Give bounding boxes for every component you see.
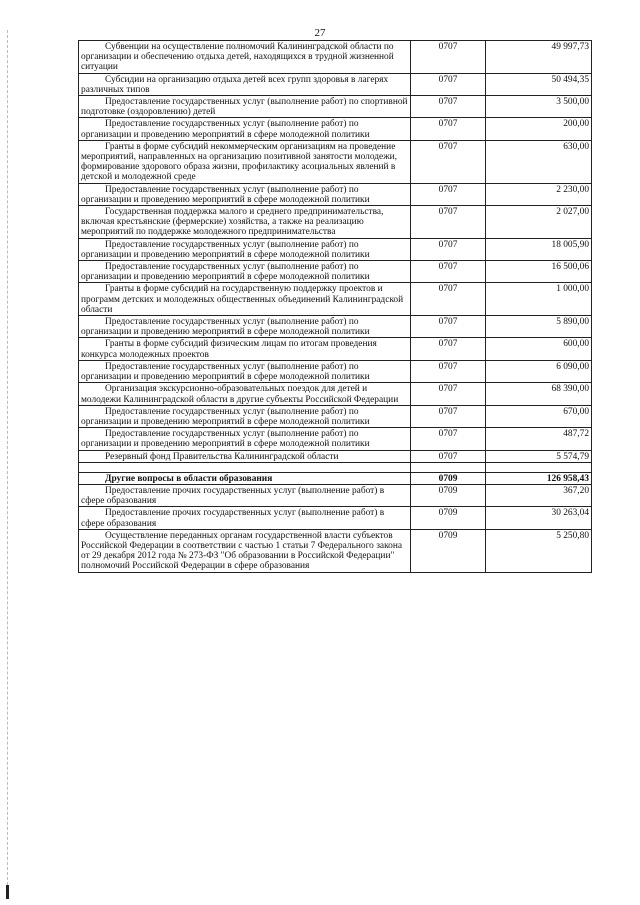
row-description-text: Предоставление государственных услуг (выполнение работ) по организации и проведению мероприятий в сфере молодежной политики bbox=[81, 317, 370, 338]
row-description-text: Организация экскурсионно-образовательных поездок для детей и молодежи Калининградской области в другие субъекты Российской Федерации bbox=[81, 384, 399, 405]
row-description bbox=[79, 338, 411, 360]
row-description-text: Осуществление переданных органам государственной власти субъектов Российской Федерации в соответствии с частью 1 статьи 7 Федерального закона от 29 декабря 2012 года № 273-ФЗ "Об образовании в Российской Федерации" полномочий Российской Федерации в сфере образования bbox=[81, 530, 403, 572]
row-section-code: 0709 bbox=[411, 507, 486, 529]
row-description bbox=[79, 140, 411, 183]
table-row bbox=[79, 140, 592, 183]
row-description-text: Предоставление государственных услуг (выполнение работ) по организации и проведению мероприятий в сфере молодежной политики bbox=[81, 184, 370, 205]
table-row bbox=[79, 450, 592, 462]
row-amount: 5 250,80 bbox=[486, 529, 592, 572]
table-row bbox=[79, 238, 592, 260]
row-description bbox=[79, 405, 411, 427]
table-row bbox=[79, 360, 592, 382]
row-amount: 126 958,43 bbox=[486, 472, 592, 484]
row-amount: 2 230,00 bbox=[486, 183, 592, 205]
row-section-code: 0707 bbox=[411, 118, 486, 140]
row-description bbox=[79, 472, 411, 484]
row-amount: 670,00 bbox=[486, 405, 592, 427]
row-section-code: 0707 bbox=[411, 41, 486, 74]
row-description-text: Гранты в форме субсидий некоммерческим организациям на проведение мероприятий, направленных на организацию позитивной занятости молодежи, формирование здорового образа жизни, профилактику асоциальных явлений в детской и молодежной среде bbox=[81, 141, 398, 183]
row-amount: 49 997,73 bbox=[486, 41, 592, 74]
row-section-code: 0707 bbox=[411, 73, 486, 95]
row-amount: 30 263,04 bbox=[486, 507, 592, 529]
table-row bbox=[79, 405, 592, 427]
row-description-text: Гранты в форме субсидий на государственную поддержку проектов и программ детских и молодежных общественных объединений Калининградской области bbox=[81, 284, 404, 315]
row-description-text: Предоставление государственных услуг (выполнение работ) по организации и проведению мероприятий в сфере молодежной политики bbox=[81, 239, 370, 260]
row-amount: 5 890,00 bbox=[486, 316, 592, 338]
row-description bbox=[79, 360, 411, 382]
table-row bbox=[79, 283, 592, 316]
row-description-text: Субсидии на организацию отдыха детей всех групп здоровья в лагерях различных типов bbox=[81, 74, 389, 95]
row-description-text: Гранты в форме субсидий физическим лицам по итогам проведения конкурса молодежных проектов bbox=[81, 339, 377, 360]
row-description bbox=[79, 261, 411, 283]
table-row bbox=[79, 96, 592, 118]
spacer-cell bbox=[411, 462, 486, 472]
row-section-code: 0707 bbox=[411, 183, 486, 205]
row-amount: 2 027,00 bbox=[486, 206, 592, 239]
row-description bbox=[79, 450, 411, 462]
binding-marks bbox=[7, 30, 10, 890]
row-description bbox=[79, 118, 411, 140]
row-amount: 50 494,35 bbox=[486, 73, 592, 95]
row-description-text: Резервный фонд Правительства Калининградской области bbox=[105, 451, 339, 462]
row-section-code: 0707 bbox=[411, 405, 486, 427]
row-description-text: Предоставление государственных услуг (выполнение работ) по организации и проведению мероприятий в сфере молодежной политики bbox=[81, 262, 370, 283]
row-description bbox=[79, 283, 411, 316]
row-amount: 6 090,00 bbox=[486, 360, 592, 382]
row-description-text: Предоставление прочих государственных услуг (выполнение работ) в сфере образования bbox=[81, 485, 385, 507]
row-amount: 5 574,79 bbox=[486, 450, 592, 462]
row-amount: 3 500,00 bbox=[486, 96, 592, 118]
row-description bbox=[79, 428, 411, 450]
row-description-text: Государственная поддержка малого и среднего предпринимательства, включая крестьянские (фермерские) хозяйства, а также на реализацию мероприятий по поддержке молодежного предпринимательства bbox=[81, 207, 384, 238]
row-section-code: 0707 bbox=[411, 360, 486, 382]
table-row bbox=[79, 73, 592, 95]
row-description-text: Предоставление государственных услуг (выполнение работ) по организации и проведению мероприятий в сфере молодежной политики bbox=[81, 429, 370, 450]
table-row bbox=[79, 338, 592, 360]
row-amount: 200,00 bbox=[486, 118, 592, 140]
row-description bbox=[79, 507, 411, 529]
row-amount: 68 390,00 bbox=[486, 383, 592, 405]
table-row bbox=[79, 316, 592, 338]
row-description-text: Субвенции на осуществление полномочий Калининградской области по организации и обеспечению отдыха детей, находящихся в трудной жизненной ситуации bbox=[81, 42, 394, 73]
budget-table bbox=[78, 40, 592, 573]
row-section-code: 0707 bbox=[411, 238, 486, 260]
row-amount: 16 500,06 bbox=[486, 261, 592, 283]
row-amount: 630,00 bbox=[486, 140, 592, 183]
row-description bbox=[79, 529, 411, 572]
row-description bbox=[79, 316, 411, 338]
row-section-code: 0707 bbox=[411, 140, 486, 183]
row-description bbox=[79, 206, 411, 239]
row-description bbox=[79, 183, 411, 205]
table-row bbox=[79, 529, 592, 572]
row-amount: 367,20 bbox=[486, 484, 592, 506]
row-section-code: 0709 bbox=[411, 484, 486, 506]
row-description bbox=[79, 238, 411, 260]
table-row bbox=[79, 41, 592, 74]
section-spacer bbox=[79, 462, 592, 472]
row-amount: 600,00 bbox=[486, 338, 592, 360]
table-row bbox=[79, 206, 592, 239]
budget-table-body bbox=[79, 41, 592, 573]
page-number: 27 bbox=[314, 27, 326, 39]
row-description bbox=[79, 484, 411, 506]
row-section-code: 0707 bbox=[411, 316, 486, 338]
row-section-code: 0709 bbox=[411, 529, 486, 572]
row-description-text: Предоставление государственных услуг (выполнение работ) по организации и проведению мероприятий в сфере молодежной политики bbox=[81, 119, 370, 140]
row-section-code: 0707 bbox=[411, 450, 486, 462]
table-row bbox=[79, 507, 592, 529]
row-description-text: Предоставление государственных услуг (выполнение работ) по организации и проведению мероприятий в сфере молодежной политики bbox=[81, 406, 370, 427]
section-total-row bbox=[79, 472, 592, 484]
row-section-code: 0707 bbox=[411, 383, 486, 405]
table-row bbox=[79, 484, 592, 506]
table-row bbox=[79, 118, 592, 140]
row-section-code: 0707 bbox=[411, 96, 486, 118]
row-section-code: 0707 bbox=[411, 206, 486, 239]
row-amount: 487,72 bbox=[486, 428, 592, 450]
row-section-code: 0707 bbox=[411, 428, 486, 450]
row-amount: 18 005,90 bbox=[486, 238, 592, 260]
table-row bbox=[79, 428, 592, 450]
table-row bbox=[79, 383, 592, 405]
row-description-text: Предоставление прочих государственных услуг (выполнение работ) в сфере образования bbox=[81, 508, 385, 529]
spacer-cell bbox=[486, 462, 592, 472]
row-description-text: Предоставление государственных услуг (выполнение работ) по спортивной подготовке (оздоровлению) детей bbox=[81, 97, 408, 118]
row-section-code: 0709 bbox=[411, 472, 486, 484]
row-description bbox=[79, 73, 411, 95]
row-section-code: 0707 bbox=[411, 338, 486, 360]
row-description-text: Другие вопросы в области образования bbox=[105, 473, 273, 484]
row-section-code: 0707 bbox=[411, 283, 486, 316]
row-description bbox=[79, 41, 411, 74]
row-description bbox=[79, 383, 411, 405]
row-description-text: Предоставление государственных услуг (выполнение работ) по организации и проведению мероприятий в сфере молодежной политики bbox=[81, 361, 370, 383]
row-section-code: 0707 bbox=[411, 261, 486, 283]
table-row bbox=[79, 261, 592, 283]
table-row bbox=[79, 183, 592, 205]
spacer-cell bbox=[79, 462, 411, 472]
row-description bbox=[79, 96, 411, 118]
row-amount: 1 000,00 bbox=[486, 283, 592, 316]
